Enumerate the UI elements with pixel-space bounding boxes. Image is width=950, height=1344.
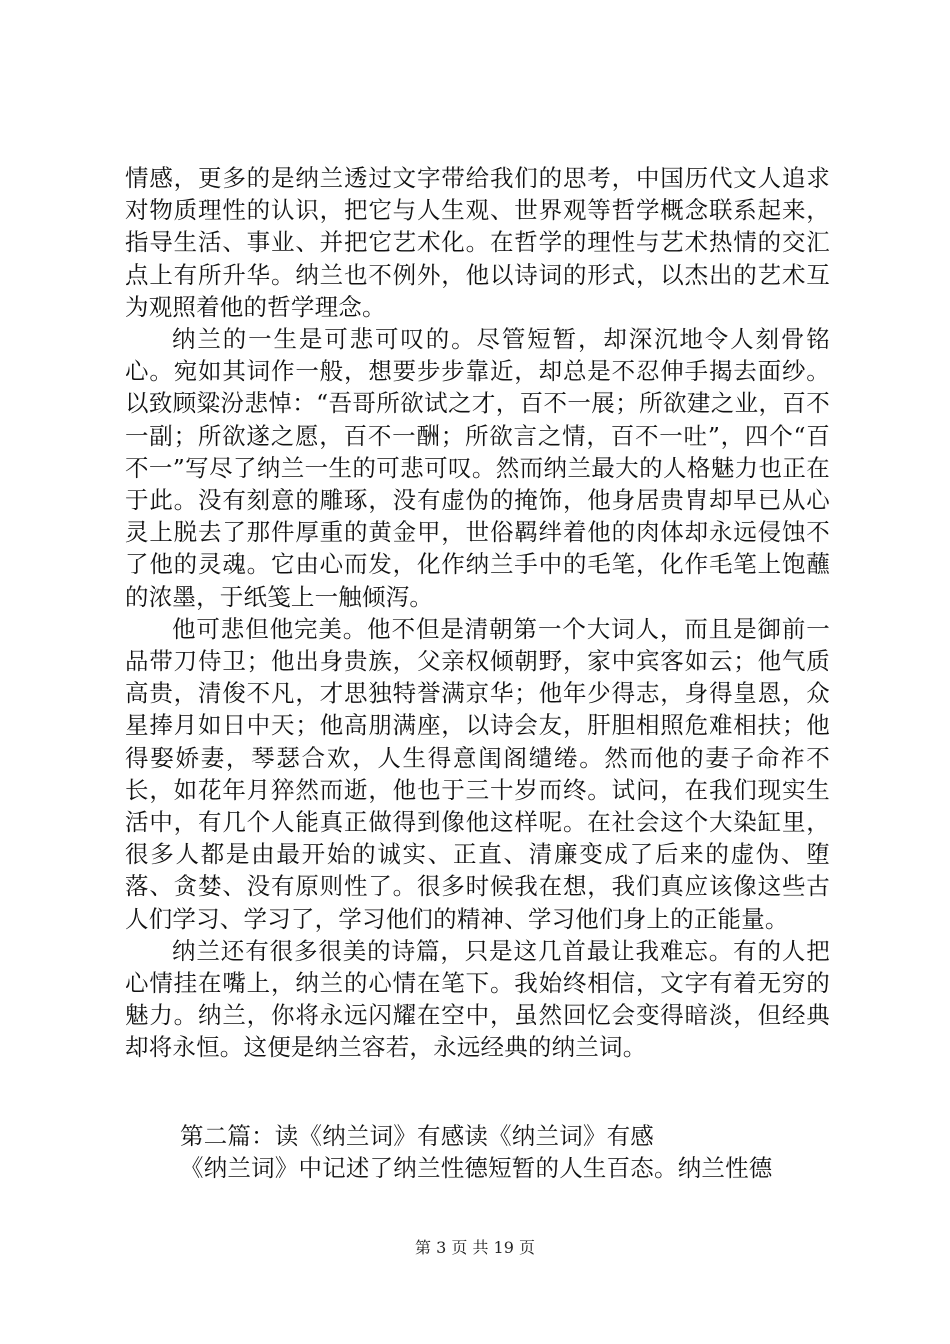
section-first-line: 《纳兰词》中记述了纳兰性德短暂的人生百态。纳兰性德 xyxy=(180,1154,773,1182)
page-number-footer: 第 3 页 共 19 页 xyxy=(415,1238,535,1257)
section-heading: 第二篇：读《纳兰词》有感读《纳兰词》有感 xyxy=(180,1122,654,1150)
paragraph-1: 情感，更多的是纳兰透过文字带给我们的思考，中国历代文人追求对物质理性的认识，把它与人生观、世界观等哲学概念联系起来，指导生活、事业、并把它艺术化。在哲学的理性与艺术热情的交汇点上有所升华。纳兰也不例外，他以诗词的形式，以杰出的艺术互为观照着他的哲学理念。 xyxy=(125,164,830,321)
paragraph-2: 纳兰的一生是可悲可叹的。尽管短暂，却深沉地令人刻骨铭心。宛如其词作一般，想要步步靠近，却总是不忍伸手揭去面纱。以致顾粱汾悲悼：“吾哥所欲试之才，百不一展；所欲建之业，百不一副；所欲遂之愿，百不一酬；所欲言之情，百不一吐”，四个“百不一”写尽了纳兰一生的可悲可叹。然而纳兰最大的人格魅力也正在于此。没有刻意的雕琢，没有虚伪的掩饰，他身居贵胄却早已从心灵上脱去了那件厚重的黄金甲，世俗羁绊着他的肉体却永远侵蚀不了他的灵魂。它由心而发，化作纳兰手中的毛笔，化作毛笔上饱蘸的浓墨，于纸笺上一触倾泻。 xyxy=(125,325,830,611)
paragraph-3: 他可悲但他完美。他不但是清朝第一个大词人，而且是御前一品带刀侍卫；他出身贵族，父亲权倾朝野，家中宾客如云；他气质高贵，清俊不凡，才思独特誉满京华；他年少得志，身得皇恩，众星捧月如日中天；他高朋满座，以诗会友，肝胆相照危难相扶；他得娶娇妻，琴瑟合欢，人生得意闺阁缱绻。然而他的妻子命祚不长，如花年月猝然而逝，他也于三十岁而终。试问，在我们现实生活中，有几个人能真正做得到像他这样呢。在社会这个大染缸里，很多人都是由最开始的诚实、正直、清廉变成了后来的虚伪、堕落、贪婪、没有原则性了。很多时候我在想，我们真应该像这些古人们学习、学习了，学习他们的精神、学习他们身上的正能量。 xyxy=(125,614,830,933)
body-text xyxy=(125,162,830,1064)
paragraph-4: 纳兰还有很多很美的诗篇，只是这几首最让我难忘。有的人把心情挂在嘴上，纳兰的心情在笔下。我始终相信，文字有着无穷的魅力。纳兰，你将永远闪耀在空中，虽然回忆会变得暗淡，但经典却将永恒。这便是纳兰容若，永远经典的纳兰词。 xyxy=(125,936,830,1062)
